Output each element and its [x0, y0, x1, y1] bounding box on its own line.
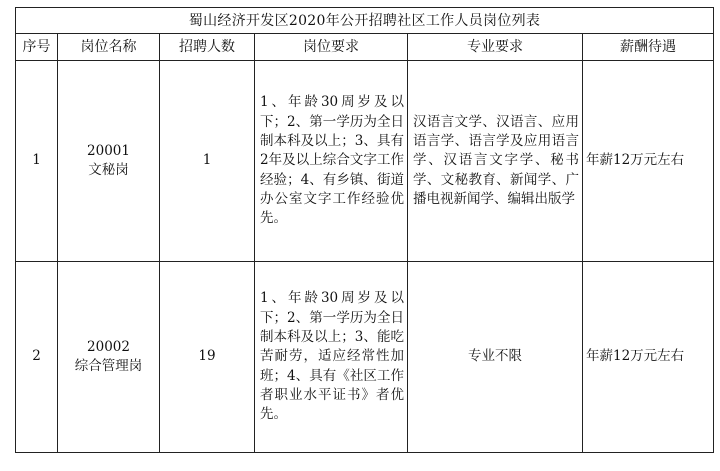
major-requirements: 汉语言文学、汉语言、应用语言学、语言学及应用语言学、汉语言文字学、秘书学、文秘教育、新闻学、广播电视新闻学、编辑出版学 — [408, 61, 583, 262]
post-name-cell — [58, 61, 160, 262]
header-row — [16, 34, 714, 61]
header-salary: 薪酬待遇 — [583, 34, 714, 61]
table-title: 蜀山经济开发区2020年公开招聘社区工作人员岗位列表 — [16, 8, 714, 34]
header-count: 招聘人数 — [160, 34, 255, 61]
post-name: 文秘岗 — [88, 162, 129, 178]
salary: 年薪12万元左右 — [583, 61, 714, 262]
row-index: 2 — [16, 262, 58, 453]
post-code: 20002 — [87, 338, 130, 355]
position-requirements: 1、年龄30周岁及以下；2、第一学历为全日制本科及以上；3、能吃苦耐劳，适应经常性加班；4、具有《社区工作者职业水平证书》者优先。 — [255, 262, 408, 453]
salary: 年薪12万元左右 — [583, 262, 714, 453]
table-row — [16, 262, 714, 453]
major-requirements: 专业不限 — [408, 262, 583, 453]
header-requirements: 岗位要求 — [255, 34, 408, 61]
hire-count: 19 — [160, 262, 255, 453]
position-list-table — [15, 7, 714, 453]
header-post-name: 岗位名称 — [58, 34, 160, 61]
row-index: 1 — [16, 61, 58, 262]
post-name: 综合管理岗 — [74, 358, 143, 374]
header-index: 序号 — [16, 34, 58, 61]
post-code: 20001 — [87, 142, 130, 159]
title-row — [16, 8, 714, 34]
position-requirements: 1、年龄30周岁及以下；2、第一学历为全日制本科及以上；3、具有2年及以上综合文字工作经验；4、有乡镇、街道办公室文字工作经验优先。 — [255, 61, 408, 262]
hire-count: 1 — [160, 61, 255, 262]
table-row — [16, 61, 714, 262]
position-list-table-container — [15, 7, 713, 463]
post-name-cell — [58, 262, 160, 453]
header-major: 专业要求 — [408, 34, 583, 61]
